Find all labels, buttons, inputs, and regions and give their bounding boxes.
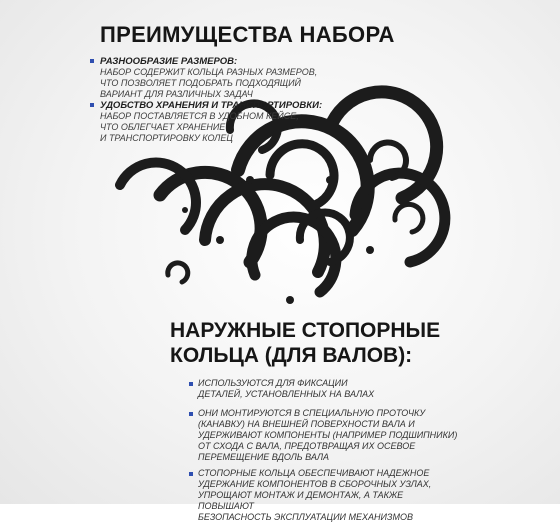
page-title: ПРЕИМУЩЕСТВА НАБОРА [100,22,395,47]
ring-tiny-3 [395,204,423,232]
advantage-text: И ТРАНСПОРТИРОВКУ КОЛЕЦ [100,133,233,143]
section-title-line: КОЛЬЦА (ДЛЯ ВАЛОВ): [170,344,413,367]
advantage-text: НАБОР ПОСТАВЛЯЕТСЯ В УДОБНОМ КЕЙСЕ, [100,111,299,121]
advantage-item [100,100,360,144]
advantage-text: НАБОР СОДЕРЖИТ КОЛЬЦА РАЗНЫХ РАЗМЕРОВ, [100,67,318,77]
list-item: СТОПОРНЫЕ КОЛЬЦА ОБЕСПЕЧИВАЮТ НАДЕЖНОЕ УДЕРЖАНИЕ КОМПОНЕНТОВ В СБОРОЧНЫХ УЗЛАХ, УПРОЩАЮТ МОНТАЖ И ДЕМОНТАЖ, А ТАКЖЕ ПОВЫШАЮТ БЕЗОПАСНОСТЬ ЭКСПЛУАТАЦИИ МЕХАНИЗМОВ [198,468,458,523]
bullet-icon [189,472,193,476]
advantage-heading: РАЗНООБРАЗИЕ РАЗМЕРОВ: [100,56,238,67]
advantage-text: ВАРИАНТ ДЛЯ РАЗЛИЧНЫХ ЗАДАЧ [100,89,253,99]
section-title [170,318,460,368]
bullet-icon [189,412,193,416]
section-title-line: НАРУЖНЫЕ СТОПОРНЫЕ [170,319,441,342]
advantage-heading: УДОБСТВО ХРАНЕНИЯ И ТРАНСПОРТИРОВКИ: [100,100,323,111]
advantage-item [100,56,360,100]
bullet-icon [189,382,193,386]
bullet-icon [90,103,94,107]
ring-tiny-1 [168,263,188,282]
list-item: ОНИ МОНТИРУЮТСЯ В СПЕЦИАЛЬНУЮ ПРОТОЧКУ (КАНАВКУ) НА ВНЕШНЕЙ ПОВЕРХНОСТИ ВАЛА И УДЕРЖИВАЮТ КОМПОНЕНТЫ (НАПРИМЕР ПОДШИПНИКИ) ОТ СХОДА С ВАЛА, ПРЕДОТВРАЩАЯ ИХ ОСЕВОЕ ПЕРЕМЕЩЕНИЕ ВДОЛЬ ВАЛА [198,408,458,463]
advantage-text: ЧТО ПОЗВОЛЯЕТ ПОДОБРАТЬ ПОДХОДЯЩИЙ [100,78,301,88]
list-item: ИСПОЛЬЗУЮТСЯ ДЛЯ ФИКСАЦИИ ДЕТАЛЕЙ, УСТАНОВЛЕННЫХ НА ВАЛАХ [198,378,458,400]
bullet-icon [90,59,94,63]
advantage-text: ЧТО ОБЛЕГЧАЕТ ХРАНЕНИЕ [100,122,226,132]
